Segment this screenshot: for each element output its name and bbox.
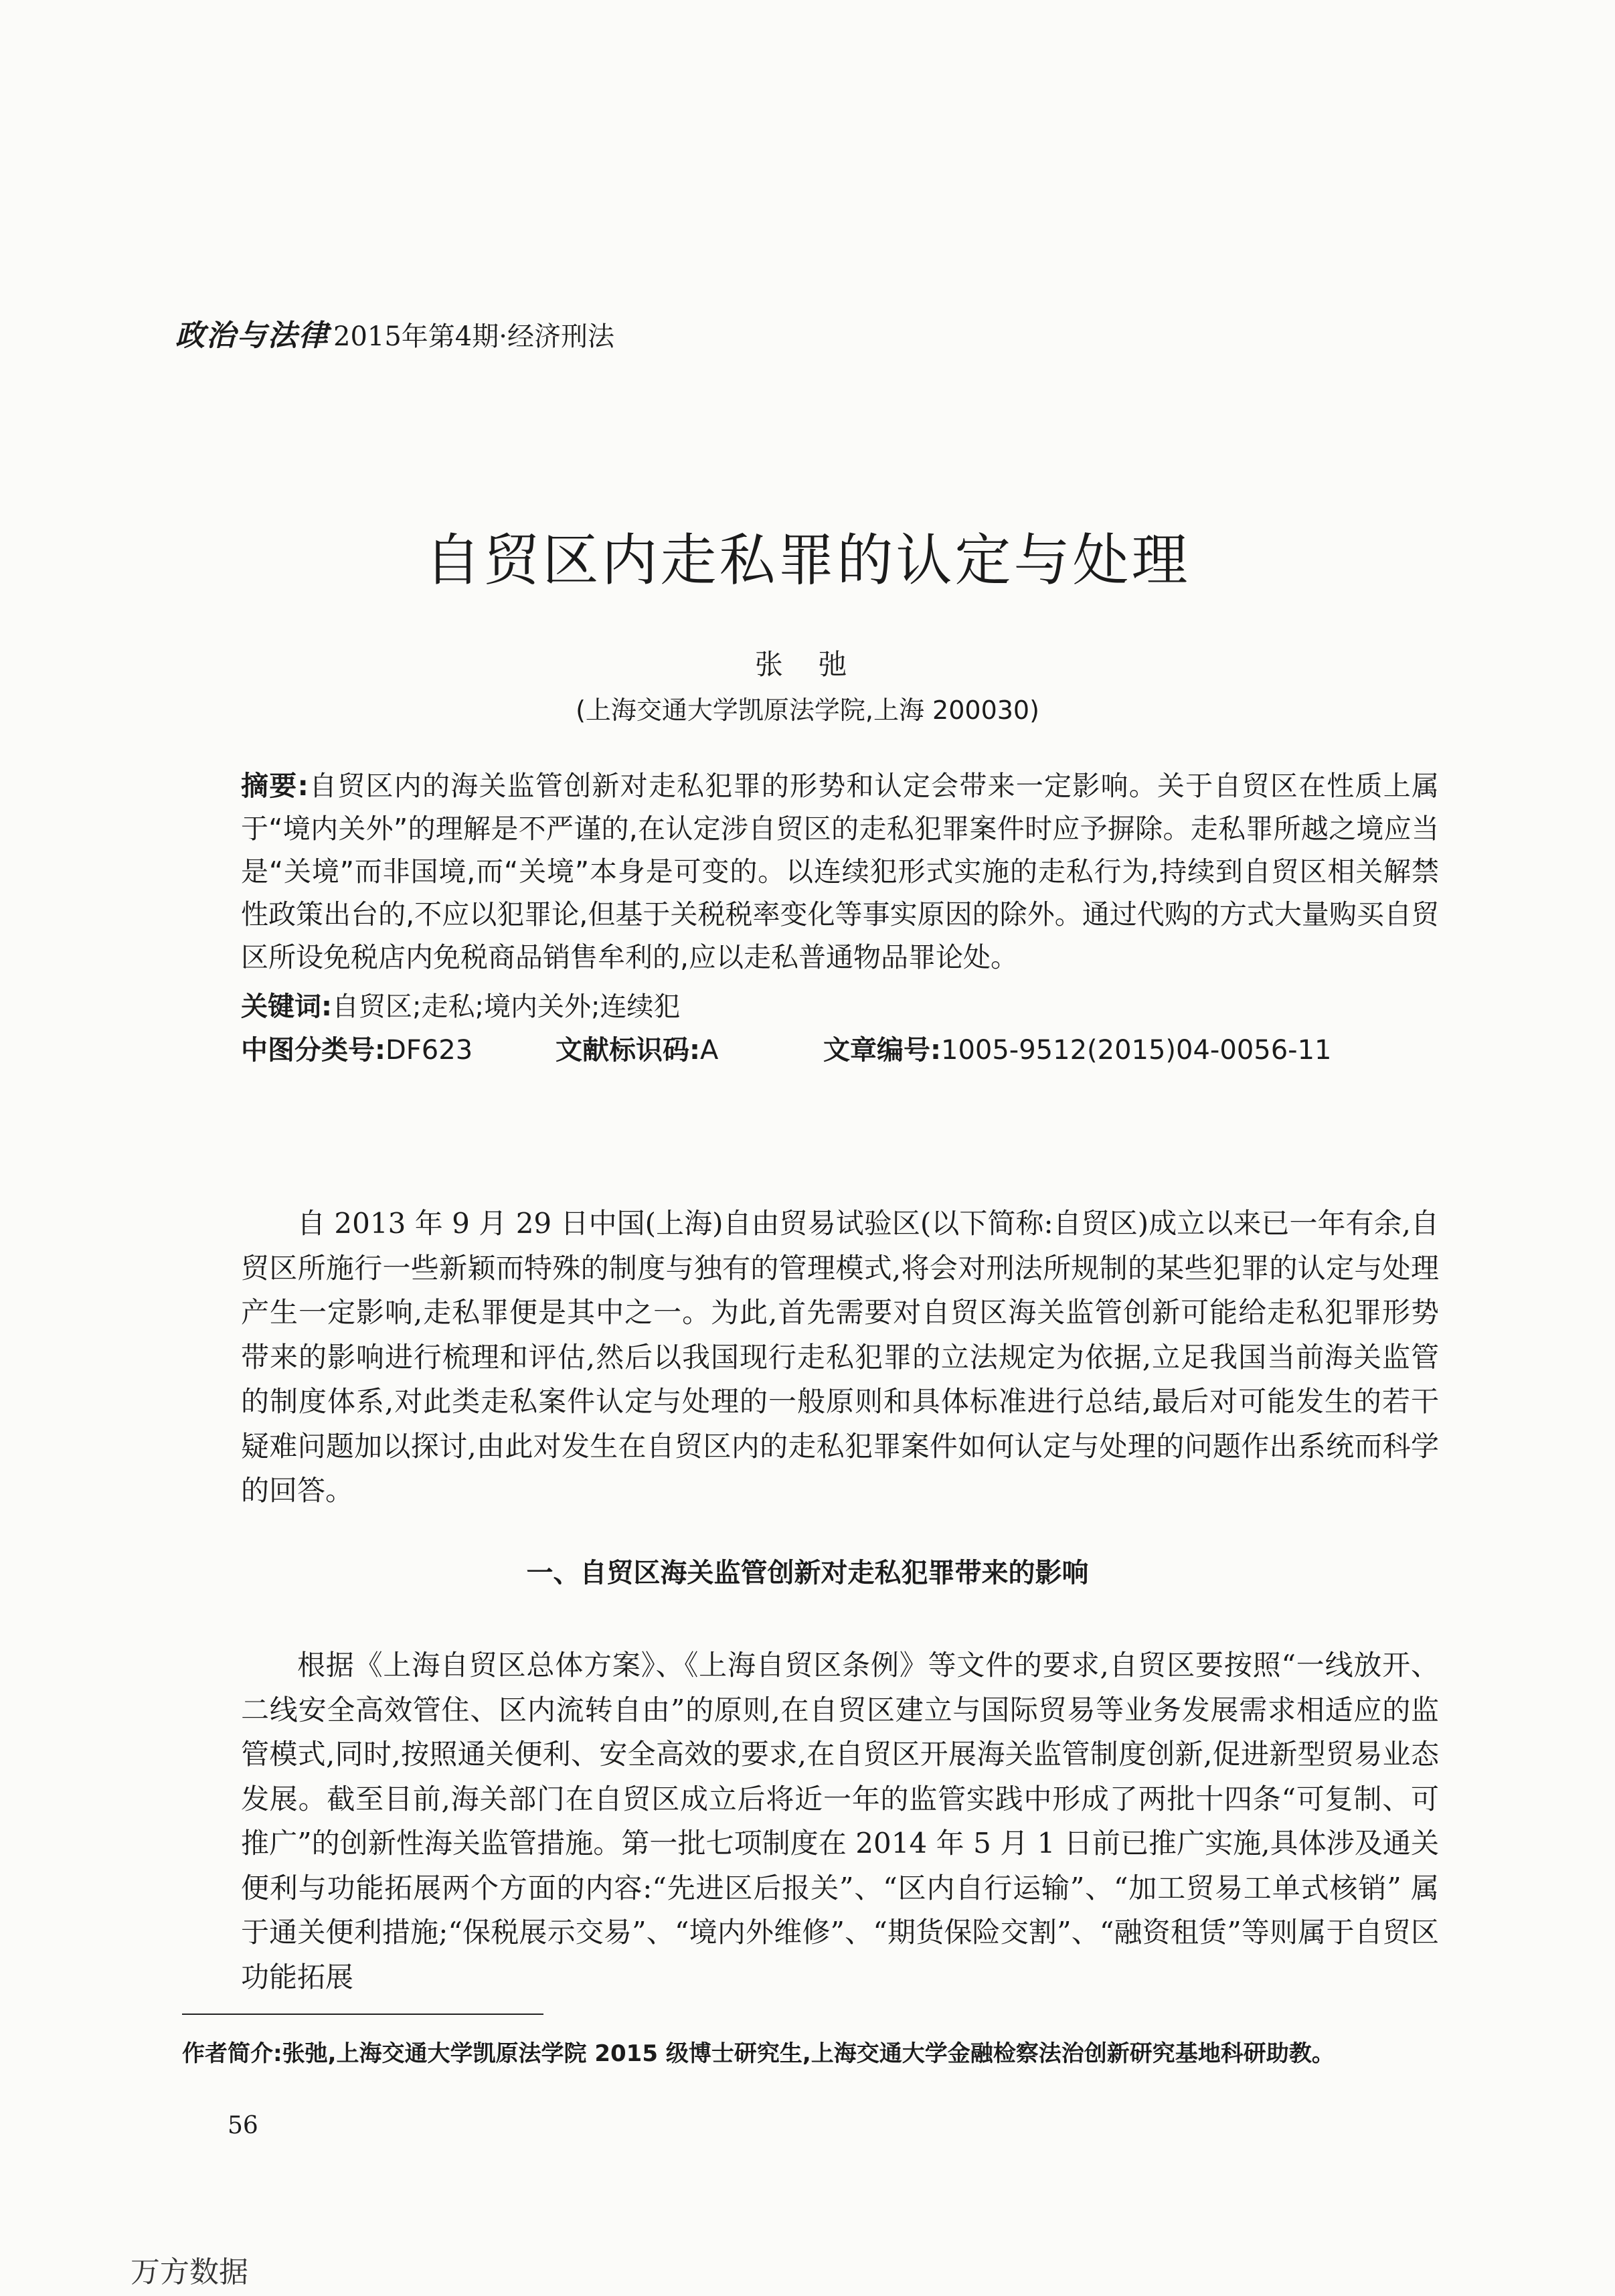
abstract — [241, 764, 1439, 979]
body-paragraph: 根据《上海自贸区总体方案》、《上海自贸区条例》等文件的要求,自贸区要按照“一线放开、二线安全高效管住、区内流转自由”的原则,在自贸区建立与国际贸易等业务发展需求相适应的监管模式,同时,按照通关便利、安全高效的要求,在自贸区开展海关监管制度创新,促进新型贸易业态发展。截至目前,海关部门在自贸区成立后将近一年的监管实践中形成了两批十四条“可复制、可推广”的创新性海关监管措施。第一批七项制度在 2014 年 5 月 1 日前已推广实施,具体涉及通关便利与功能拓展两个方面的内容:“先进区后报关”、“区内自行运输”、“加工贸易工单式核销” 属于通关便利措施;“保税展示交易”、“境内外维修”、“期货保险交割”、“融资租赁”等则属于自贸区功能拓展 — [241, 1649, 1439, 1993]
footnote-divider — [182, 2014, 543, 2015]
keywords — [241, 985, 680, 1023]
article-number: 文章编号:1005-9512(2015)04-0056-11 — [823, 1035, 1332, 1066]
abstract-text: 自贸区内的海关监管创新对走私犯罪的形势和认定会带来一定影响。关于自贸区在性质上属于“境内关外”的理解是不严谨的,在认定涉自贸区的走私犯罪案件时应予摒除。走私罪所越之境应当是“关境”而非国境,而“关境”本身是可变的。以连续犯形式实施的走私行为,持续到自贸区相关解禁性政策出台的,不应以犯罪论,但基于关税税率变化等事实原因的除外。通过代购的方式大量购买自贸区所设免税店内免税商品销售牟利的,应以走私普通物品罪论处。 — [241, 770, 1439, 973]
author-note: 作者简介:张弛,上海交通大学凯原法学院 2015 级博士研究生,上海交通大学金融检察法治创新研究基地科研助教。 — [182, 2040, 1335, 2067]
author-affiliation: (上海交通大学凯原法学院,上海 200030) — [576, 695, 1039, 725]
classification-line — [241, 1029, 1439, 1067]
running-header — [175, 311, 614, 354]
document-code: 文献标识码:A — [556, 1035, 719, 1066]
journal-logo: 政治与法律 — [175, 319, 329, 353]
author-name: 张 弛 — [754, 648, 861, 681]
issue-info: 2015年第4期·经济刑法 — [333, 321, 614, 352]
keywords-text: 自贸区;走私;境内关外;连续犯 — [332, 991, 681, 1022]
abstract-label: 摘要: — [241, 770, 309, 802]
clc-code: 中图分类号:DF623 — [241, 1035, 473, 1066]
paper-title: 自贸区内走私罪的认定与处理 — [424, 527, 1191, 593]
database-watermark: 万方数据 — [131, 2255, 248, 2289]
body-paragraph: 自 2013 年 9 月 29 日中国(上海)自由贸易试验区(以下简称:自贸区)成立以来已一年有余,自贸区所施行一些新颖而特殊的制度与独有的管理模式,将会对刑法所规制的某些犯罪的认定与处理产生一定影响,走私罪便是其中之一。为此,首先需要对自贸区海关监管创新可能给走私犯罪形势带来的影响进行梳理和评估,然后以我国现行走私犯罪的立法规定为依据,立足我国当前海关监管的制度体系,对此类走私案件认定与处理的一般原则和具体标准进行总结,最后对可能发生的若干疑难问题加以探讨,由此对发生在自贸区内的走私犯罪案件如何认定与处理的问题作出系统而科学的回答。 — [241, 1207, 1439, 1507]
section-heading: 一、自贸区海关监管创新对走私犯罪带来的影响 — [526, 1558, 1089, 1588]
page-number: 56 — [228, 2112, 258, 2139]
keywords-label: 关键词: — [241, 991, 332, 1022]
